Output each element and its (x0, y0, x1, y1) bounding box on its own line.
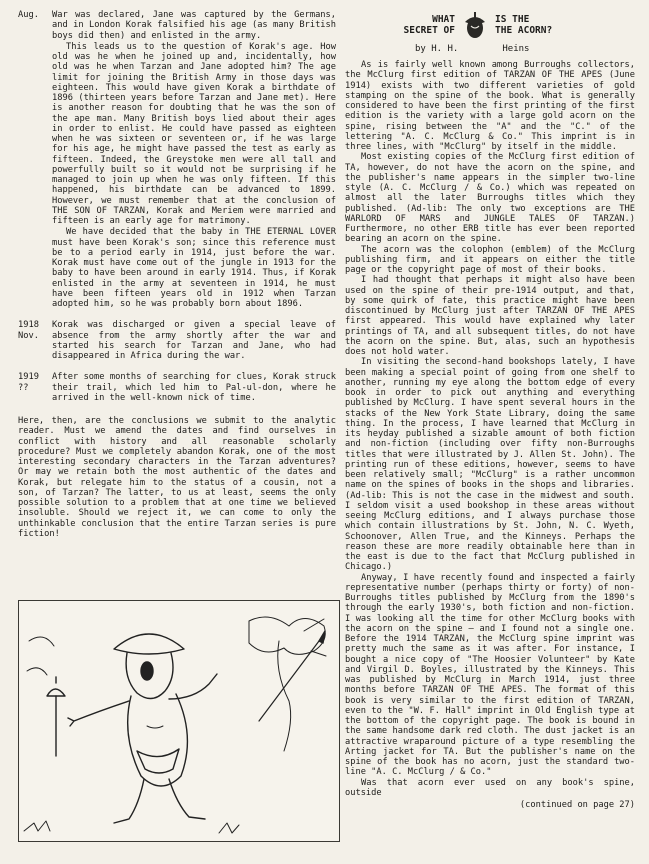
heading-left: WHAT SECRET OF (403, 14, 455, 36)
conclusion-paragraph: Here, then, are the conclusions we submit to the analytic reader. Must we amend the dates and find ourselves in conflict with history and all reasonable scholarly procedure? Must we completely abandon Korak, one of the most interesting secondary characters in the Tarzan adventures? Or may we retain both the most authentic of the dates and Korak, but relegate him to the status of a cousin, not a son, of Tarzan? The latter, to us at least, seems the only possible solution to a problem that at one time we believed insoluble. Should we reject it, we can come to only the unthinkable conclusion that the entire Tarzan series is pure fiction! (18, 416, 336, 539)
paragraph: Korak was discharged or given a special leave of absence from the army shortly after the war and started his search for Tarzan and Jane, who had disappeared in Africa during the war. (52, 320, 336, 361)
entry-text (52, 372, 336, 404)
paragraph: As is fairly well known among Burroughs collectors, the McClurg first edition of TARZAN OF THE APES (June 1914) exists with two different varieties of gold stamping on the spine of the book. What is generally considered to have been the first printing of the first edition is the variety with a large gold acorn on the spine, rising between the "A" and the "C." of the lettering "A. C. McClurg & Co." This imprint is in three lines, with "McClurg" by itself in the middle. (345, 60, 635, 152)
paragraph: Anyway, I have recently found and inspected a fairly representative number (perhaps thirty or forty) of non-Burroughs titles published by McClurg from the 1890's through the early 1930's, both fiction and non-fiction. I was looking all the time for other McClurg books with the acorn on the spine — and I found not a single one. Before the 1914 TARZAN, the McClurg spine imprint was pretty much the same as it was after. For instance, I bought a nice copy of "The Hoosier Volunteer" by Kate and Virgil D. Boyles, illustrated by the Kinneys. This was published by McClurg in March 1914, just three months before TARZAN OF THE APES. The format of this book is very similar to the first edition of TARZAN, even to the "W. F. Hall" imprint in Old English type at the bottom of the copyright page. The book is bound in the same handsome dark red cloth. The dust jacket is an attractive wraparound picture of a type resembling the Arting jacket for TA. But the publisher's name on the spine of the book has no acorn, just the standard two-line "A. C. McClurg / & Co." (345, 572, 635, 778)
continued-note: (continued on page 27) (519, 800, 635, 810)
entry-text (52, 320, 336, 362)
entry-date: 1918 Nov. (18, 320, 39, 341)
paragraph: We have decided that the baby in THE ETERNAL LOVER must have been Korak's son; since this reference must be to a period early in 1914, just before the war. Korak must have come out of the jungle in 1913 for the baby to have been around in early 1914. Thus, if Korak enlisted in the army at seventeen in 1914, he must have been fifteen years old in 1912 when Tarzan adopted him, so he was probably born about 1896. (52, 227, 336, 309)
paragraph: This leads us to the question of Korak's age. How old was he when he joined up and, incidentally, how old was he when Tarzan and Jane adopted him? The age limit for joining the British Army in those days was eighteen. This would have given Korak a birthdate of 1896 (thirteen years before Tarzan and Jane met). Here is another reason for doubting that he was the son of the ape man. Many British boys lied about their ages in order to enlist. He could have passed as eighteen when he was sixteen or seventeen or, if he was large for his age, he might have passed the test as early as fifteen. Indeed, the Greystoke men were all tall and powerfully built so it would not be surprising if he managed to join up when he was only fifteen. If this happened, his birthdate can be advanced to 1899. However, we must remember that at the conclusion of THE SON OF TARZAN, Korak and Meriem were married and fifteen is an early age for matrimony. (52, 41, 336, 226)
paragraph: The acorn was the colophon (emblem) of the McClurg publishing firm, and it appears on either the title page or the copyright page of most of their books. (345, 244, 635, 275)
byline-prefix: by H. H. (415, 44, 459, 54)
paragraph: Was that acorn ever used on any book's spine, outside (345, 777, 635, 798)
article-heading (345, 10, 635, 60)
timeline-entry-1919 (18, 372, 336, 404)
byline (415, 44, 529, 54)
acorn-icon (461, 10, 489, 40)
author-name: Heins (502, 44, 530, 54)
left-column (18, 10, 336, 539)
timeline-entry-1918 (18, 320, 336, 362)
article-body (345, 60, 635, 798)
paragraph: War was declared, Jane was captured by the Germans, and in London Korak falsified his age (as many British boys did then) and enlisted in the army. (52, 10, 336, 41)
entry-date: Aug. (18, 10, 39, 20)
right-column (345, 10, 635, 810)
heading-right: IS THE THE ACORN? (495, 14, 553, 36)
paragraph: I had thought that perhaps it might also have been used on the spine of their pre-1914 output, and that, by some quirk of fate, this practice might have been discontinued by McClurg just after TARZAN OF THE APES first appeared. This would have explained why later printings of TA, and all subsequent titles, do not have the acorn on the spine. But, alas, such an hypothesis does not hold water. (345, 275, 635, 357)
paragraph: After some months of searching for clues, Korak struck their trail, which led him to Pal-ul-don, where he arrived in the well-known nick of time. (52, 372, 336, 403)
paragraph: In visiting the second-hand bookshops lately, I have been making a special point of going from one shelf to another, running my eye along the bottom edge of every book in order to pick out anything and everything published by McClurg. I have spent several hours in the stacks of the New York State Library, doing the same thing. In the process, I have learned that McClurg in its heyday published a sizable amount of both fiction and non-fiction (including over fifty non-Burroughs titles that were illustrated by J. Allen St. John). The printing run of these editions, however, seems to have been relatively small; "McClurg" is a rather uncommon name on the spines of books in the shops and libraries. (Ad-lib: This is not the case in the midwest and south. I seldom visit a used bookshop in these areas without seeing McClurg editions, and I always purchase those which contain illustrations by St. John, N. C. Wyeth, Schoonover, Allen True, and the Kinneys. Perhaps the reason these are more readily obtainable here than in the east is due to the fact that McClurg published in Chicago.) (345, 357, 635, 573)
cartoon-drawing (19, 601, 339, 841)
entry-date: 1919 ?? (18, 372, 39, 393)
timeline-entry-aug (18, 10, 336, 310)
cartoon-illustration (18, 600, 340, 842)
entry-text (52, 10, 336, 310)
paragraph: Most existing copies of the McClurg first edition of TA, however, do not have the acorn on the spine, and the publisher's name appears in the simpler two-line style (A. C. McClurg / & Co.) which was repeated on almost all the later Burroughs titles which they published. (Ad-lib: The only two exceptions are THE WARLORD OF MARS and JUNGLE TALES OF TARZAN.) Furthermore, no other ERB title has ever been reported bearing an acorn on the spine. (345, 152, 635, 245)
